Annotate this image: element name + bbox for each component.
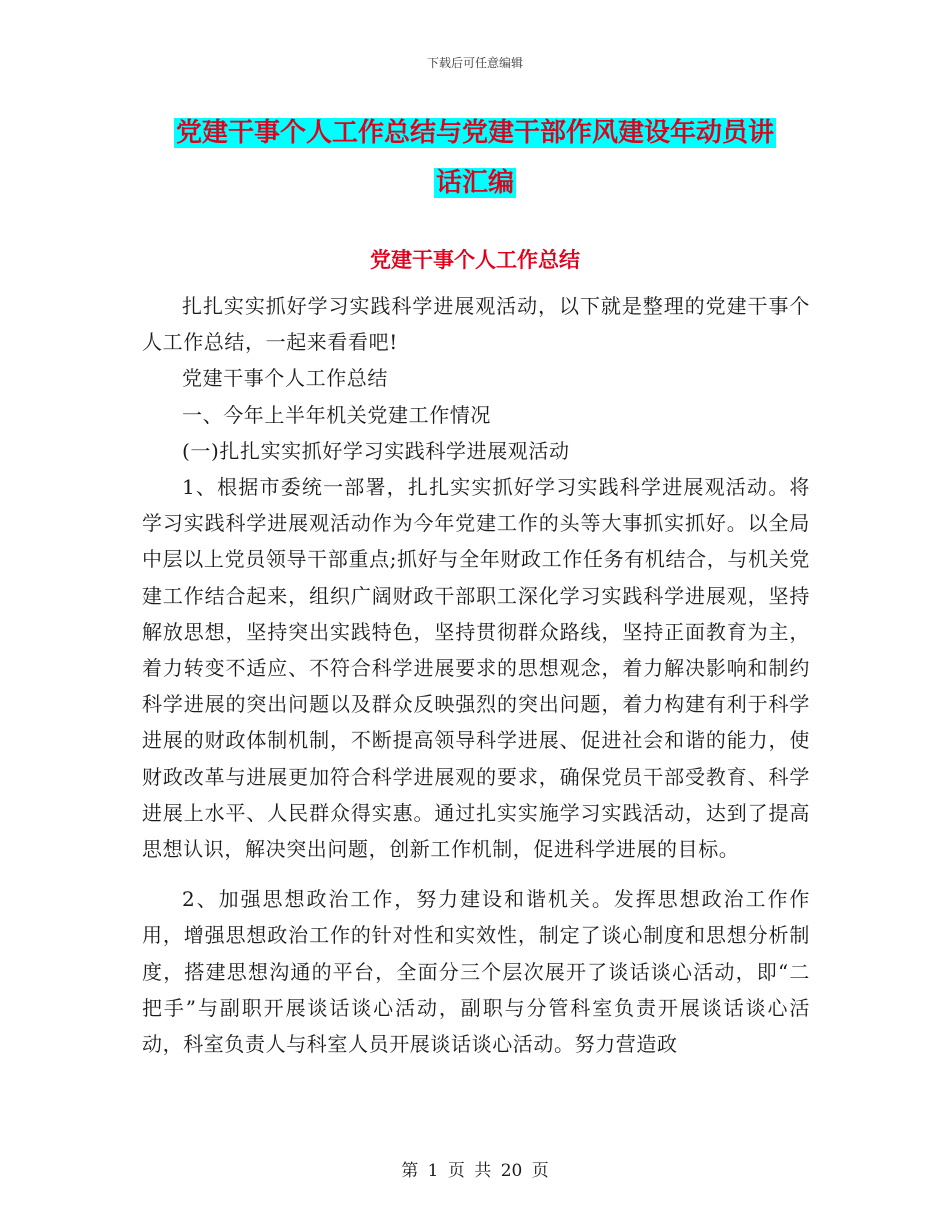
page-footer: 第 1 页 共 20 页 bbox=[401, 1161, 549, 1181]
header-note: 下载后可任意编辑 bbox=[426, 56, 523, 70]
paragraph-heading-1-1: (一)扎扎实实抓好学习实践科学进展观活动 bbox=[182, 438, 570, 463]
paragraph-intro: 扎扎实实抓好学习实践科学进展观活动，以下就是整理的党建干事个人工作总结，一起来看看吧! bbox=[142, 294, 810, 355]
section-title: 党建干事个人工作总结 bbox=[370, 248, 580, 272]
document-body bbox=[142, 288, 810, 1062]
document-title-line-1: 党建干事个人工作总结与党建干部作风建设年动员讲 bbox=[175, 118, 774, 148]
paragraph-heading-1: 一、今年上半年机关党建工作情况 bbox=[182, 402, 491, 427]
paragraph-item-1: 1、根据市委统一部署，扎扎实实抓好学习实践科学进展观活动。将学习实践科学进展观活动作为今年党建工作的头等大事抓实抓好。以全局中层以上党员领导干部重点;抓好与全年财政工作任务有机结合，与机关党建工作结合起来，组织广阔财政干部职工深化学习实践科学进展观，坚持解放思想，坚持突出实践特色，坚持贯彻群众路线，坚持正面教育为主，着力转变不适应、不符合科学进展要求的思想观念，着力解决影响和制约科学进展的突出问题以及群众反映强烈的突出问题，着力构建有利于科学进展的财政体制机制，不断提高领导科学进展、促进社会和谐的能力，使财政改革与进展更加符合科学进展观的要求，确保党员干部受教育、科学进展上水平、人民群众得实惠。通过扎实实施学习实践活动，达到了提高思想认识，解决突出问题，创新工作机制，促进科学进展的目标。 bbox=[142, 475, 810, 862]
document-title-line-2: 话汇编 bbox=[435, 168, 514, 198]
paragraph-subtitle: 党建干事个人工作总结 bbox=[182, 366, 388, 391]
document-title bbox=[0, 108, 950, 208]
paragraph-item-2: 2、加强思想政治工作，努力建设和谐机关。发挥思想政治工作作用，增强思想政治工作的针对性和实效性，制定了谈心制度和思想分析制度，搭建思想沟通的平台，全面分三个层次展开了谈话谈心活动，即“二把手”与副职开展谈话谈心活动，副职与分管科室负责开展谈话谈心活动，科室负责人与科室人员开展谈话谈心活动。努力营造政 bbox=[142, 887, 810, 1057]
